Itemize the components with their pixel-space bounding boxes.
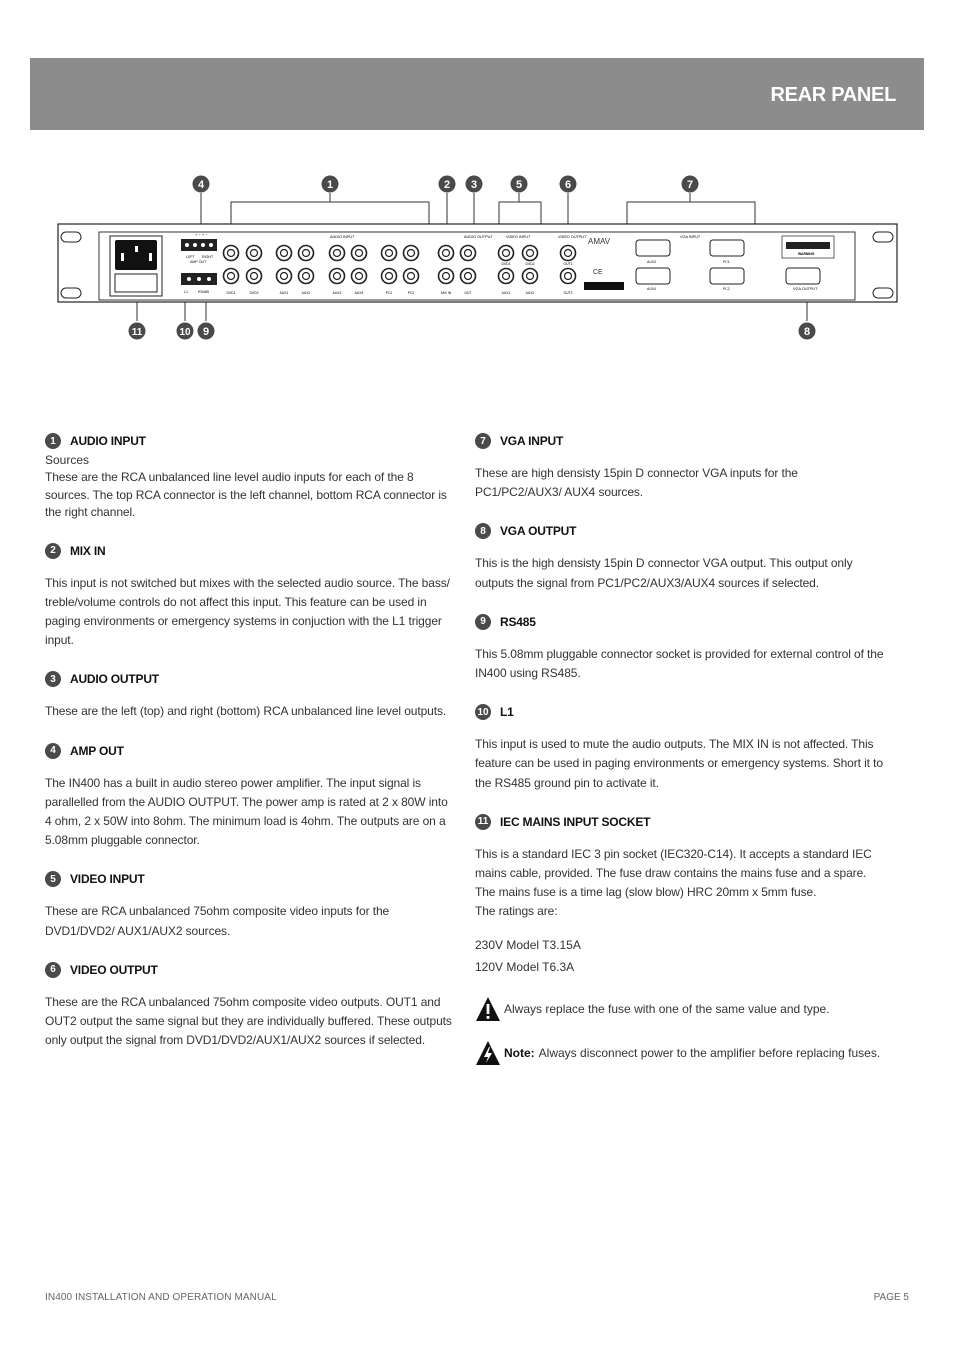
rca-audio-label: AUX1 xyxy=(279,291,289,295)
rca-audio-label: AUX2 xyxy=(301,291,311,295)
section-title: AMP OUT xyxy=(70,743,124,758)
section-body: This input is used to mute the audio outputs. The MIX IN is not affected. This feature can be used in paging environments or emergency systems. Short it to the RS485 ground pin to activate it. xyxy=(475,737,883,790)
number-badge: 9 xyxy=(475,614,491,630)
number-badge: 5 xyxy=(45,871,61,887)
callout-11 xyxy=(129,323,146,340)
page-title: REAR PANEL xyxy=(770,84,896,106)
callout-5 xyxy=(511,176,528,193)
section-title: L1 xyxy=(500,705,514,720)
rca-vout-label: OUT2 xyxy=(563,291,573,295)
svg-text:8: 8 xyxy=(803,326,811,338)
power-note xyxy=(475,1040,887,1066)
note-label: Note: xyxy=(504,1045,535,1060)
section-title: AUDIO INPUT xyxy=(70,434,146,448)
section-body: These are high densisty 15pin D connector VGA inputs for the PC1/PC2/AUX3/ AUX4 sources. xyxy=(475,466,798,500)
section-body: The IN400 has a built in audio stereo power amplifier. The input signal is parallelled from the AUDIO OUTPUT. The power amp is rated at 2 x 80W into 4 ohm, 2 x 50W into 8ohm. The minimum load is 4ohm. The outputs are on a 5.08mm pluggable connector. xyxy=(45,775,448,848)
section-title: VIDEO INPUT xyxy=(70,872,145,887)
number-badge: 10 xyxy=(475,704,491,720)
svg-text:9: 9 xyxy=(202,326,210,338)
left-column xyxy=(45,430,457,1068)
section-body: This input is not switched but mixes with the selected audio source. The bass/ treble/volume controls do not affect this input. This feature can be used in paging environments or emergency systems in conjuction with the L1 trigger input. xyxy=(45,575,450,648)
rca-audio-label: DVD2 xyxy=(249,291,259,295)
rca-audio-label: MIX IN xyxy=(440,291,452,295)
svg-text:3: 3 xyxy=(470,179,478,191)
svg-text:1: 1 xyxy=(326,179,334,191)
section-body: These are the RCA unbalanced line level audio inputs for each of the 8 sources. The top RCA connector is the left channel, bottom RCA connector is the right channel. xyxy=(45,470,447,519)
svg-text:6: 6 xyxy=(564,179,572,191)
number-badge: 7 xyxy=(475,433,491,449)
svg-text:4: 4 xyxy=(197,179,205,191)
rca-audio-label: DVD1 xyxy=(226,291,236,295)
callouts-bottom xyxy=(129,323,816,340)
rating-120v: 120V Model T6.3A xyxy=(475,959,575,974)
svg-text:PC2: PC2 xyxy=(723,287,730,291)
high-voltage-icon xyxy=(475,1040,501,1066)
section-body: This 5.08mm pluggable connector socket is provided for external control of the IN400 using RS485. xyxy=(475,646,884,681)
section-subtitle: Sources xyxy=(45,453,90,467)
rating-230v: 230V Model T3.15A xyxy=(475,937,581,952)
svg-text:VGA OUTPUT: VGA OUTPUT xyxy=(793,287,818,291)
svg-text:AUX3: AUX3 xyxy=(647,260,656,264)
note-text: Always disconnect power to the amplifier before replacing fuses. xyxy=(538,1045,881,1060)
section-title: AUDIO OUTPUT xyxy=(70,672,159,687)
svg-text:CE: CE xyxy=(593,269,603,276)
callouts-top xyxy=(193,176,699,193)
section-title: IEC MAINS INPUT SOCKET xyxy=(500,814,651,829)
svg-text:2: 2 xyxy=(443,179,451,191)
rca-audio-label: OUT xyxy=(464,291,472,295)
section-video-input xyxy=(45,868,457,940)
number-badge: 3 xyxy=(45,671,61,687)
brand-logo: AMAV xyxy=(588,237,611,246)
callout-6 xyxy=(560,176,577,193)
svg-text:LEFT: LEFT xyxy=(186,255,195,259)
section-rs485 xyxy=(475,611,887,683)
svg-text:AUX4: AUX4 xyxy=(647,287,656,291)
rca-audio-label: PC1 xyxy=(385,291,393,295)
svg-text:VIDEO OUTPUT: VIDEO OUTPUT xyxy=(558,235,587,239)
callout-8 xyxy=(799,323,816,340)
fuse-warning xyxy=(475,996,887,1022)
footer-manual-title: IN400 INSTALLATION AND OPERATION MANUAL xyxy=(45,1292,277,1303)
section-title: MIX IN xyxy=(70,543,106,558)
svg-text:+ − + −: + − + − xyxy=(195,232,208,237)
number-badge: 8 xyxy=(475,523,491,539)
warning-triangle-icon xyxy=(475,996,501,1022)
section-title: VIDEO OUTPUT xyxy=(70,962,158,977)
svg-text:11: 11 xyxy=(131,327,143,338)
number-badge: 2 xyxy=(45,543,61,559)
rca-video-label: AUX2 xyxy=(525,291,535,295)
warning-label xyxy=(782,236,834,258)
svg-text:VIDEO INPUT: VIDEO INPUT xyxy=(506,235,531,239)
section-vga-input xyxy=(475,430,887,502)
ratings-intro: The ratings are: xyxy=(475,904,558,919)
section-body: These are the RCA unbalanced 75ohm composite video outputs. OUT1 and OUT2 output the same signal but they are individually buffered. These outputs only output the signal from DVD1/DVD2/AUX1/AUX2 sources if selected. xyxy=(45,994,452,1048)
number-badge: 6 xyxy=(45,962,61,978)
callout-10 xyxy=(177,323,194,340)
svg-text:WARNING: WARNING xyxy=(798,252,815,256)
number-badge: 1 xyxy=(45,433,61,449)
callout-1 xyxy=(322,176,339,193)
rca-video-label: DVD1 xyxy=(501,262,511,266)
rca-vout-label: OUT1 xyxy=(563,262,573,266)
section-mix-in xyxy=(45,540,457,651)
section-l1 xyxy=(475,701,887,793)
svg-text:10: 10 xyxy=(179,327,191,338)
section-audio-output xyxy=(45,668,457,721)
section-video-output xyxy=(45,959,457,1051)
section-title: RS485 xyxy=(500,614,536,629)
section-iec-mains xyxy=(475,811,887,1066)
svg-text:RS485: RS485 xyxy=(198,290,209,294)
callout-2 xyxy=(439,176,456,193)
section-vga-output xyxy=(475,520,887,592)
svg-text:7: 7 xyxy=(686,179,694,191)
svg-text:AMP OUT: AMP OUT xyxy=(190,260,207,264)
rca-audio-label: PC2 xyxy=(407,291,415,295)
svg-text:VGA INPUT: VGA INPUT xyxy=(680,235,701,239)
section-body: This is a standard IEC 3 pin socket (IEC320-C14). It accepts a standard IEC mains cable, provided. The fuse draw contains the mains fuse and a spare. The mains fuse is a time lag (slow blow) HRC 20mm x 5mm fuse. xyxy=(475,846,872,900)
svg-text:PC1: PC1 xyxy=(723,260,730,264)
rca-video-label: DVD2 xyxy=(525,262,535,266)
section-title: VGA OUTPUT xyxy=(500,524,577,539)
footer-page-number: PAGE 5 xyxy=(873,1292,909,1303)
rca-video-label: AUX1 xyxy=(501,291,511,295)
section-body: These are RCA unbalanced 75ohm composite video inputs for the DVD1/DVD2/ AUX1/AUX2 sources. xyxy=(45,904,390,938)
number-badge: 4 xyxy=(45,743,61,759)
rca-audio-label: AUX3 xyxy=(332,291,342,295)
callout-9 xyxy=(198,323,215,340)
right-column xyxy=(475,430,887,1084)
section-body: These are the left (top) and right (bottom) RCA unbalanced line level outputs. xyxy=(45,704,447,719)
fuse-warning-text: Always replace the fuse with one of the same value and type. xyxy=(504,1001,830,1016)
callout-4 xyxy=(193,176,210,193)
callout-7 xyxy=(682,176,699,193)
callout-3 xyxy=(466,176,483,193)
svg-text:L1: L1 xyxy=(184,290,188,294)
section-audio-input xyxy=(45,430,457,522)
svg-text:AUDIO INPUT: AUDIO INPUT xyxy=(330,235,355,239)
svg-text:RIGHT: RIGHT xyxy=(202,255,214,259)
rear-panel-diagram xyxy=(40,166,920,356)
section-body: This is the high densisty 15pin D connector VGA output. This output only outputs the signal from PC1/PC2/AUX3/AUX4 sources if selected. xyxy=(475,556,853,590)
section-amp-out xyxy=(45,740,457,851)
svg-text:AUDIO OUTPUT: AUDIO OUTPUT xyxy=(464,235,493,239)
section-title: VGA INPUT xyxy=(500,434,564,448)
iec-socket xyxy=(110,236,162,296)
svg-text:5: 5 xyxy=(515,179,523,191)
rca-audio-label: AUX4 xyxy=(354,291,364,295)
number-badge: 11 xyxy=(475,814,491,830)
header-bar xyxy=(30,58,924,130)
ratings-list xyxy=(475,934,887,978)
